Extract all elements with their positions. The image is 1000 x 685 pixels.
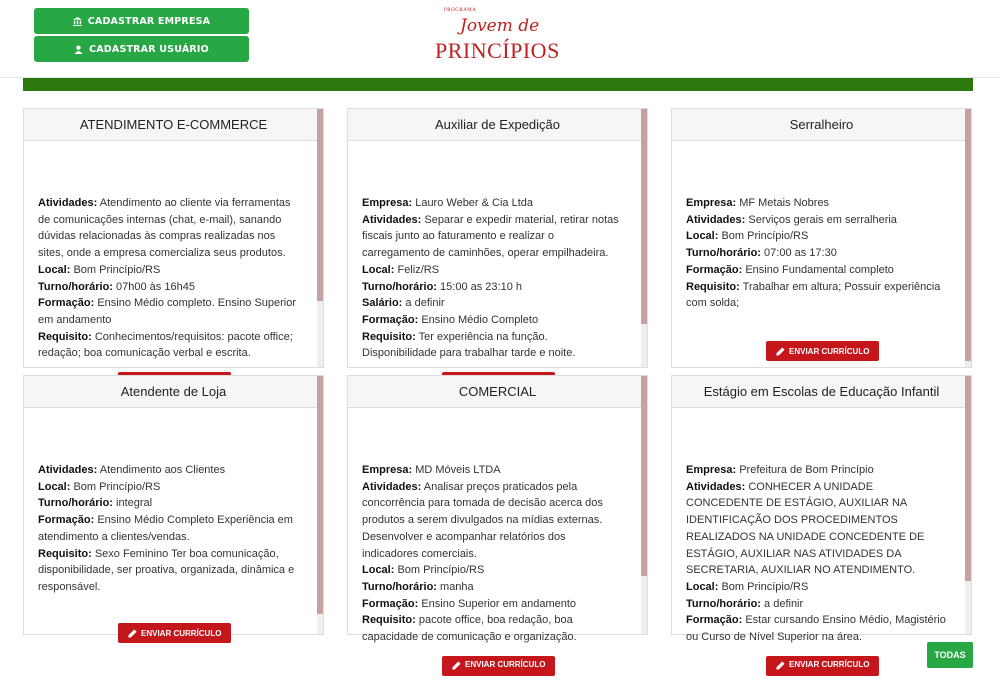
job-field: Formação: Ensino Fundamental completo <box>686 263 894 276</box>
pencil-icon <box>128 629 137 638</box>
top-header <box>0 0 1000 78</box>
job-field: Requisito: Ter experiência na função. Disponibilidade para trabalhar tarde e noite. <box>362 330 576 360</box>
send-resume-button[interactable]: ENVIAR CURRÍCULO <box>766 656 879 676</box>
job-field: Atividades: Atendimento aos Clientes <box>38 464 226 476</box>
all-jobs-button[interactable]: TODAS <box>927 642 973 668</box>
job-field: Turno/horário: 15:00 as 23:10 h <box>362 280 522 293</box>
job-title: Auxiliar de Expedição <box>348 109 647 141</box>
job-title: ATENDIMENTO E-COMMERCE <box>24 109 323 141</box>
job-field: Atividades: Atendimento ao cliente via ferramentas de comunicações internas (chat, e-mail), sanando dúvidas relacionadas às compras realizadas nos sites, onde a empresa comercializa seus produtos. <box>38 197 291 260</box>
job-card <box>671 108 972 368</box>
job-title: COMERCIAL <box>348 376 647 408</box>
register-company-button[interactable] <box>34 8 249 34</box>
job-details <box>686 195 948 312</box>
job-field: Atividades: Separar e expedir material, retirar notas fiscais junto ao faturamento e realizar o carregamento de caminhões, operar empilhadeira. <box>362 213 619 260</box>
job-field: Formação: Estar cursando Ensino Médio, Magistério ou Curso de Nível Superior na área. <box>686 614 946 644</box>
job-field: Turno/horário: manha <box>362 580 474 593</box>
send-resume-button[interactable]: ENVIAR CURRÍCULO <box>118 623 231 643</box>
job-details <box>362 195 624 392</box>
card-scrollbar[interactable] <box>641 376 647 634</box>
building-icon <box>73 17 82 26</box>
job-field: Local: Bom Princípio/RS <box>38 263 161 276</box>
job-field: Formação: Ensino Médio Completo <box>362 313 539 326</box>
job-field: Empresa: Prefeitura de Bom Princípio <box>686 464 874 476</box>
job-details <box>38 462 300 596</box>
user-icon <box>74 45 83 54</box>
job-card <box>23 108 324 368</box>
card-scrollbar[interactable] <box>641 109 647 367</box>
job-title: Atendente de Loja <box>24 376 323 408</box>
job-field: Local: Bom Princípio/RS <box>686 230 809 243</box>
register-company-label: CADASTRAR EMPRESA <box>87 15 211 27</box>
job-field: Turno/horário: 07h00 às 16h45 <box>38 280 195 293</box>
job-title: Estágio em Escolas de Educação Infantil <box>672 376 971 408</box>
register-user-label: CADASTRAR USUÁRIO <box>89 43 209 55</box>
job-field: Local: Bom Princípio/RS <box>38 480 161 493</box>
job-field: Empresa: Lauro Weber & Cia Ltda <box>362 197 534 209</box>
program-logo[interactable]: PROGRAMA Jovem de PRINCÍPIOS <box>435 8 560 63</box>
job-field: Empresa: MD Móveis LTDA <box>362 464 501 476</box>
job-card <box>347 108 648 368</box>
send-resume-button[interactable]: ENVIAR CURRÍCULO <box>442 656 555 676</box>
pencil-icon <box>776 661 785 670</box>
job-field: Turno/horário: a definir <box>686 597 804 610</box>
card-scrollbar[interactable] <box>965 109 971 367</box>
job-details <box>38 195 300 392</box>
register-user-button[interactable] <box>34 36 249 62</box>
job-field: Atividades: Analisar preços praticados pela concorrência para tomada de decisão acerca dos produtos a serem divulgados na mídias externas. Desenvolver e acompanhar relatórios dos indicadores comerciais. <box>362 480 603 560</box>
job-details <box>686 462 948 676</box>
job-card <box>23 375 324 638</box>
job-field: Formação: Ensino Médio completo. Ensino Superior em andamento <box>38 297 297 326</box>
job-field: Atividades: CONHECER A UNIDADE CONCEDENTE DE ESTÁGIO, AUXILIAR NA IDENTIFICAÇÃO DOS PROCEDIMENTOS REALIZADOS NA UNIDADE CONCEDENTE DE ESTÁGIO, AUXILIAR NAS ATIVIDADES DA SECRETARIA, AUXILIAR NO ATENDIMENTO. <box>686 480 925 577</box>
job-field: Local: Feliz/RS <box>362 263 440 276</box>
job-field: Requisito: Conhecimentos/requisitos: pacote office; redação; boa comunicação verbal e escrita. <box>38 330 293 360</box>
job-field: Local: Bom Princípio/RS <box>686 580 809 593</box>
job-field: Empresa: MF Metais Nobres <box>686 197 830 209</box>
job-field: Salário: a definir <box>362 297 445 310</box>
job-field: Atividades: Serviços gerais em serralheria <box>686 213 897 226</box>
job-field: Local: Bom Princípio/RS <box>362 564 485 577</box>
pencil-icon <box>452 661 461 670</box>
pencil-icon <box>776 347 785 356</box>
job-field: Formação: Ensino Médio Completo Experiência em atendimento a clientes/vendas. <box>38 514 293 543</box>
card-scrollbar[interactable] <box>317 376 323 634</box>
card-scrollbar[interactable] <box>317 109 323 367</box>
job-field: Requisito: Sexo Feminino Ter boa comunicação, disponibilidade, ser proativa, organizada, dinâmica e responsável. <box>38 547 295 593</box>
job-field: Formação: Ensino Superior em andamento <box>362 597 577 610</box>
job-field: Turno/horário: 07:00 as 17:30 <box>686 247 837 260</box>
job-details <box>362 462 624 676</box>
job-field: Turno/horário: integral <box>38 497 153 510</box>
job-card <box>347 375 648 670</box>
send-resume-button[interactable]: ENVIAR CURRÍCULO <box>766 341 879 361</box>
job-field: Requisito: pacote office, boa redação, boa capacidade de comunicação e organização. <box>362 614 577 644</box>
job-field: Requisito: Trabalhar em altura; Possuir experiência com solda; <box>686 280 941 310</box>
job-title: Serralheiro <box>672 109 971 141</box>
card-scrollbar[interactable] <box>965 376 971 634</box>
